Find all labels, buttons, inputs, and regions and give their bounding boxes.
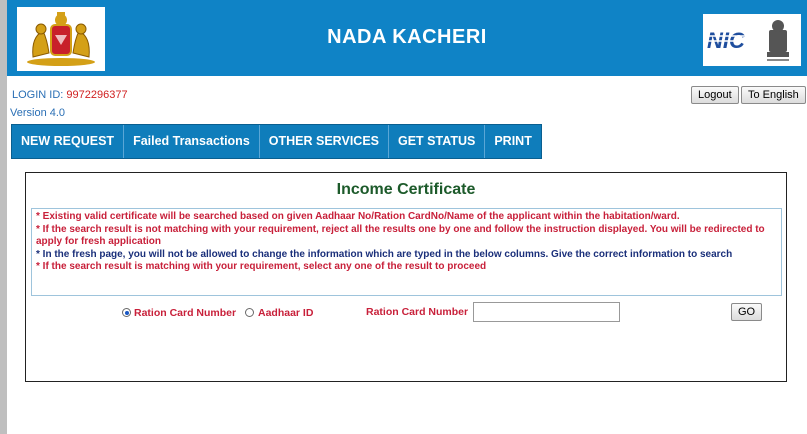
app-header — [7, 0, 807, 76]
nav-failed-transactions[interactable]: Failed Transactions — [124, 125, 260, 158]
app-title: NADA KACHERI — [327, 26, 487, 48]
nic-logo-icon — [703, 14, 801, 66]
income-certificate-panel — [25, 172, 787, 382]
left-edge-rule — [0, 0, 7, 434]
panel-title: Income Certificate — [336, 181, 476, 198]
nav-get-status[interactable]: GET STATUS — [389, 125, 485, 158]
svg-text:NIC: NIC — [707, 28, 745, 53]
nav-new-request[interactable]: NEW REQUEST — [12, 125, 124, 158]
nav-other-services[interactable]: OTHER SERVICES — [260, 125, 389, 158]
instruction-line: * Existing valid certificate will be searched based on given Aadhaar No/Ration CardNo/Name of the applicant within the habitation/ward. — [36, 211, 680, 222]
instruction-line: * In the fresh page, you will not be allowed to change the information which are typed in the below columns. Give the correct information to search — [36, 248, 733, 260]
main-nav — [11, 124, 542, 159]
language-toggle-button[interactable]: To English — [741, 86, 806, 104]
nav-print[interactable]: PRINT — [494, 134, 532, 148]
instructions-box — [31, 208, 782, 296]
version-label: Version 4.0 — [10, 107, 66, 119]
instruction-line: * If the search result is not matching with your requirement, reject all the results one by one and follow the instruction displayed. You will be redirected to apply for fresh application — [36, 223, 765, 247]
login-info — [12, 89, 128, 101]
login-id: 9972296377 — [66, 89, 128, 101]
ration-card-field-label: Ration Card Number — [366, 306, 469, 318]
ration-card-radio[interactable] — [122, 308, 131, 317]
aadhaar-radio-label: Aadhaar ID — [258, 307, 314, 319]
login-label: LOGIN ID: — [12, 89, 67, 101]
instruction-line: * If the search result is matching with your requirement, select any one of the result to proceed — [36, 261, 487, 272]
ration-card-input[interactable] — [473, 302, 620, 322]
aadhaar-radio[interactable] — [245, 308, 254, 317]
ration-card-radio-label: Ration Card Number — [134, 307, 237, 319]
logout-button[interactable]: Logout — [691, 86, 739, 104]
go-button[interactable]: GO — [731, 303, 762, 321]
